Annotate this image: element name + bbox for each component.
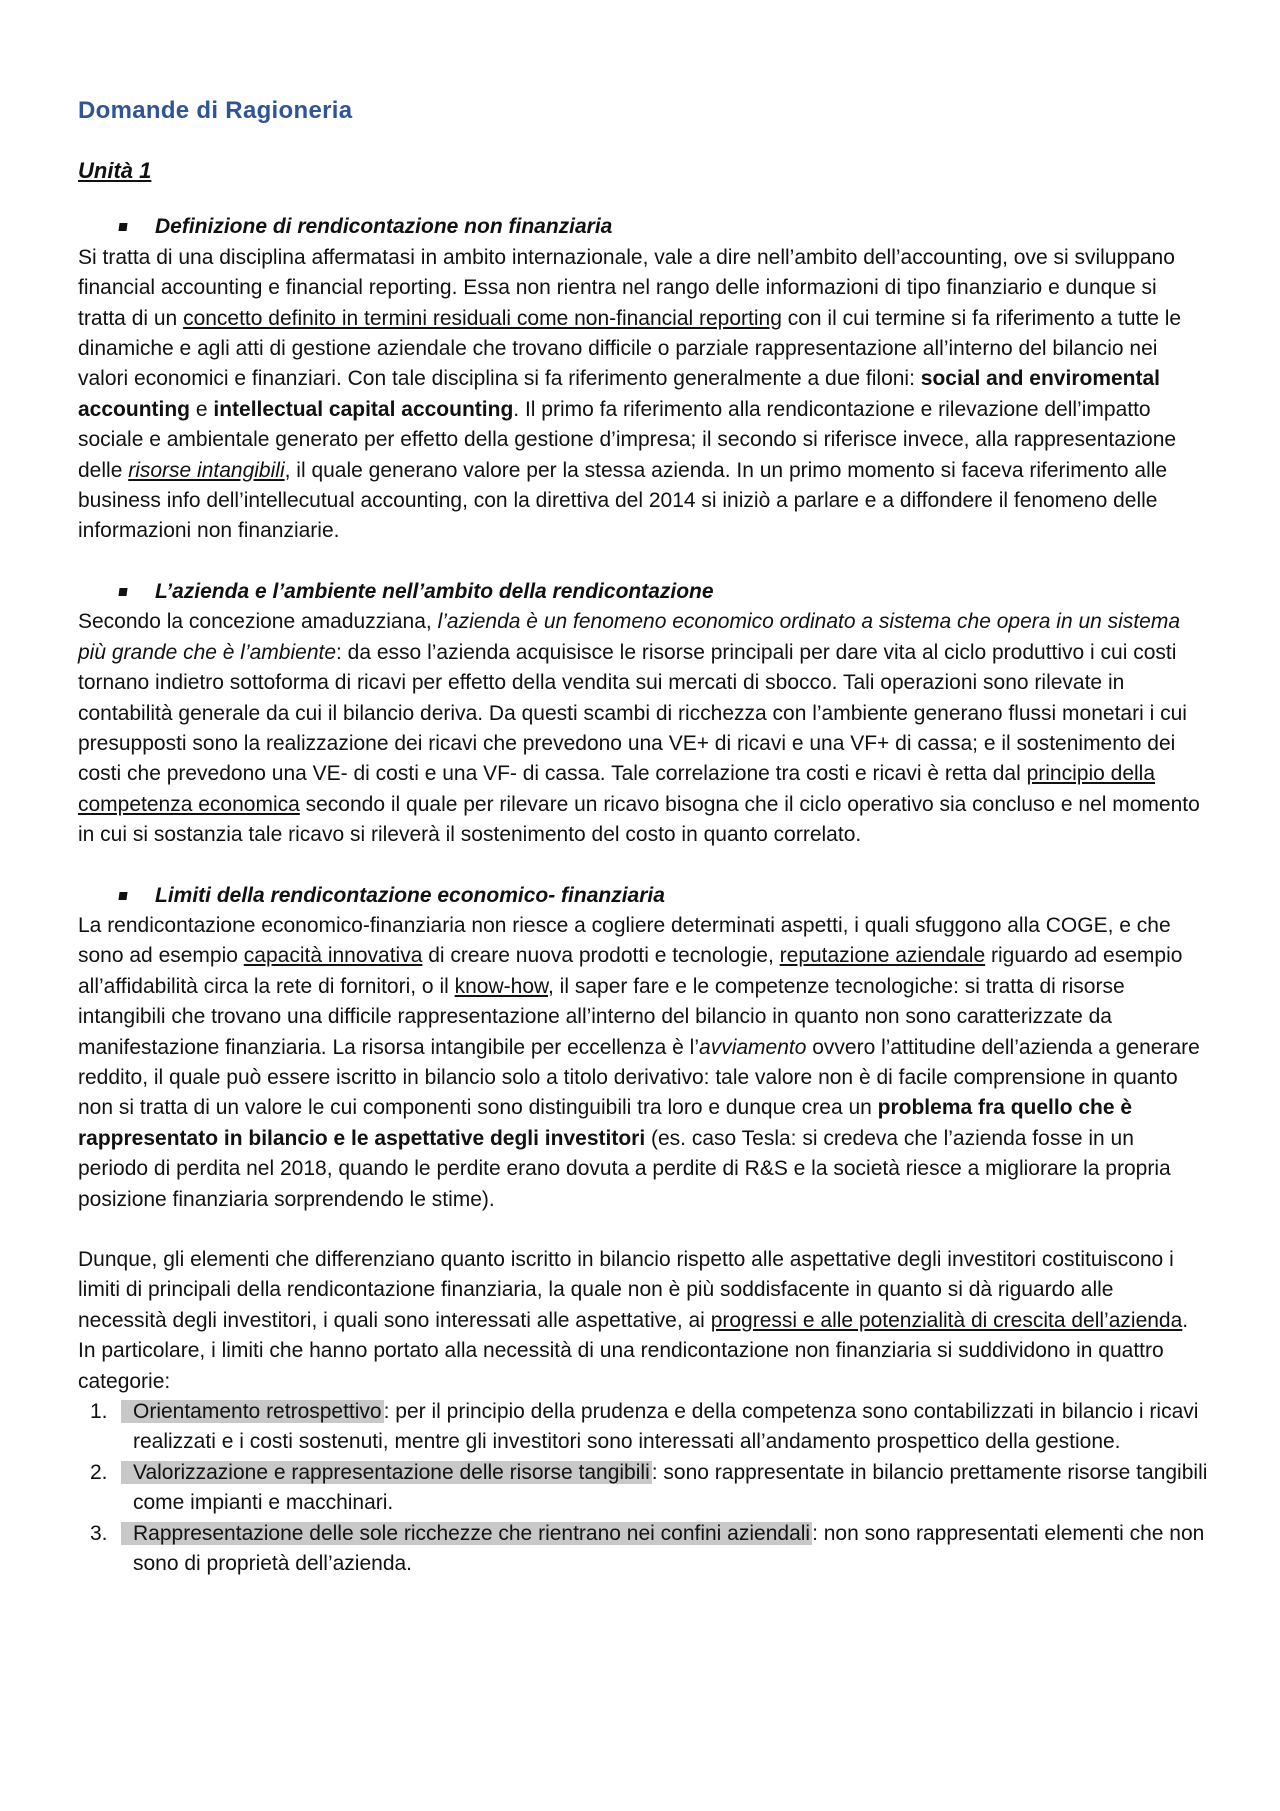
document-page — [78, 96, 1208, 1579]
highlighted-text: Valorizzazione e rappresentazione delle risorse tangibili — [121, 1461, 652, 1484]
section-azienda-ambiente — [78, 577, 1208, 851]
underlined-text: capacità innovativa — [243, 944, 423, 968]
list-item — [78, 1458, 1208, 1519]
list-number: 3. — [90, 1521, 108, 1545]
underlined-text: reputazione aziendale — [779, 944, 986, 968]
underlined-text: concetto definito in termini residuali come non-financial reporting — [183, 306, 782, 330]
square-bullet-icon — [118, 223, 127, 231]
text-run: : non sono rappresentati elementi che non sono di proprietà dell’azienda. — [133, 1521, 1205, 1576]
square-bullet-icon — [118, 588, 127, 596]
unit-heading: Unità 1 — [78, 158, 152, 183]
square-bullet-icon — [118, 892, 127, 900]
paragraph — [78, 243, 1208, 547]
section-heading-text: Definizione di rendicontazione non finanziaria — [155, 215, 613, 239]
italic-text: avviamento — [699, 1035, 807, 1059]
paragraph — [78, 1245, 1208, 1397]
text-run: Si tratta di una disciplina affermatasi in ambito internazionale, vale a dire nell’ambito dell’accounting, ove si sviluppano financial accounting e financial reporting. Essa non rientra nel rango delle informazioni di tipo finanziario e dunque si tratta di un — [78, 245, 1175, 330]
section-heading — [78, 212, 1208, 242]
underlined-text: know-how — [454, 974, 549, 998]
text-run: , il quale generano valore per la stessa azienda. In un primo momento si faceva riferimento alle business info dell’intellecutual accounting, con la direttiva del 2014 si iniziò a parlare e a diffondere il fenomeno delle informazioni non finanziarie. — [78, 458, 1168, 543]
bold-text: problema fra quello che è rappresentato in bilancio e le aspettative degli investitori — [78, 1096, 1133, 1150]
list-item — [78, 1397, 1208, 1458]
document-title: Domande di Ragioneria — [78, 97, 353, 124]
section-heading — [78, 577, 1208, 607]
text-run: . In particolare, i limiti che hanno portato alla necessità di una rendicontazione non finanziaria si suddividono in quattro categorie: — [78, 1308, 1189, 1393]
text-run: ovvero l’attitudine dell’azienda a generare reddito, il quale può essere iscritto in bilancio solo a titolo derivativo: tale valore non è di facile comprensione in quanto non si tratta di un valore le cui componenti sono distinguibili tra loro e dunque crea un — [78, 1035, 1200, 1120]
limits-list — [78, 1397, 1208, 1579]
text-run: La rendicontazione economico-finanziaria non riesce a cogliere determinati aspetti, i quali sfuggono alla COGE, e che sono ad esempio — [78, 913, 1171, 968]
list-number: 1. — [90, 1400, 108, 1424]
section-heading-text: Limiti della rendicontazione economico- finanziaria — [155, 883, 665, 907]
list-item — [78, 1519, 1208, 1580]
section-heading-text: L’azienda e l’ambiente nell’ambito della rendicontazione — [155, 579, 714, 603]
text-run: riguardo ad esempio all’affidabilità circa la rete di fornitori, o il — [78, 944, 1183, 998]
text-run: Dunque, gli elementi che differenziano quanto iscritto in bilancio rispetto alle aspettative degli investitori costituiscono i limiti di principali della rendicontazione finanziaria, la quale non è più soddisfacente in quanto si dà riguardo alle necessità degli investitori, i quali sono interessati alle aspettative, ai — [78, 1248, 1174, 1332]
highlighted-text: Rappresentazione delle sole ricchezze che rientrano nei confini aziendali — [121, 1522, 812, 1545]
paragraph — [78, 911, 1208, 1215]
underlined-text: principio della competenza economica — [78, 762, 1156, 816]
italic-text: l’azienda è un fenomeno economico ordinato a sistema che opera in un sistema più grande che è l’ambiente — [78, 610, 1181, 664]
bold-text: social and enviromental accounting — [78, 367, 1161, 421]
text-run: e — [190, 397, 214, 421]
text-run: di creare nuova prodotti e tecnologie, — [422, 944, 780, 968]
section-limiti — [78, 881, 1208, 1215]
text-run: . Il primo fa riferimento alla rendicontazione e rilevazione dell’impatto sociale e ambientale generato per effetto della gestione d’impresa; il secondo si riferisce invece, alla rappresentazione delle — [78, 397, 1177, 482]
text-run: : per il principio della prudenza e della competenza sono contabilizzati in bilancio i ricavi realizzati e i costi sostenuti, mentre gli investitori sono interessati all’andamento prospettico della gestione. — [133, 1400, 1199, 1454]
section-definizione — [78, 212, 1208, 546]
bold-text: intellectual capital accounting — [213, 397, 514, 421]
underlined-text: progressi e alle potenzialità di crescita dell’azienda — [710, 1308, 1183, 1332]
section-heading — [78, 881, 1208, 911]
text-run: con il cui termine si fa riferimento a tutte le dinamiche e agli atti di gestione aziendale che trovano difficile o parziale rappresentazione all’interno del bilancio nei valori economici e finanziari. Con tale disciplina si fa riferimento generalmente a due filoni: — [78, 306, 1182, 391]
text-run: , il saper fare e le competenze tecnologiche: si tratta di risorse intangibili che trovano una difficile rappresentazione all’interno del bilancio in quanto non sono caratterizzate da manifestazione finanziaria. La risorsa intangibile per eccellenza è l’ — [78, 974, 1125, 1059]
text-run: (es. caso Tesla: si credeva che l’azienda fosse in un periodo di perdita nel 2018, quando le perdite erano dovuta a perdite di R&S e la società riesce a migliorare la propria posizione finanziaria sorprendendo le stime). — [78, 1126, 1171, 1211]
list-number: 2. — [90, 1460, 108, 1484]
text-run: Secondo la concezione amaduzziana, — [78, 610, 438, 634]
text-run: secondo il quale per rilevare un ricavo bisogna che il ciclo operativo sia concluso e nel momento in cui si sostanzia tale ricavo si rileverà il sostenimento del costo in quanto correlato. — [78, 792, 1200, 847]
highlighted-text: Orientamento retrospettivo — [121, 1400, 384, 1423]
underlined-italic-text: risorse intangibili — [128, 458, 285, 482]
section-conclusione — [78, 1245, 1208, 1579]
paragraph — [78, 607, 1208, 850]
text-run: : da esso l’azienda acquisisce le risorse principali per dare vita al ciclo produttivo i cui costi tornano indietro sottoforma di ricavi per effetto della vendita sui mercati di sbocco. Tali operazioni sono rilevate in contabilità generale da cui il bilancio deriva. Da questi scambi di ricchezza con l’ambiente generano flussi monetari i cui presupposti sono la realizzazione dei ricavi che prevedono una VE+ di ricavi e una VF+ di cassa; e il sostenimento dei costi che prevedono una VE- di costi e una VF- di cassa. Tale correlazione tra costi e ricavi è retta dal — [78, 640, 1187, 786]
text-run: : sono rappresentate in bilancio prettamente risorse tangibili come impianti e macchinari. — [133, 1460, 1208, 1515]
